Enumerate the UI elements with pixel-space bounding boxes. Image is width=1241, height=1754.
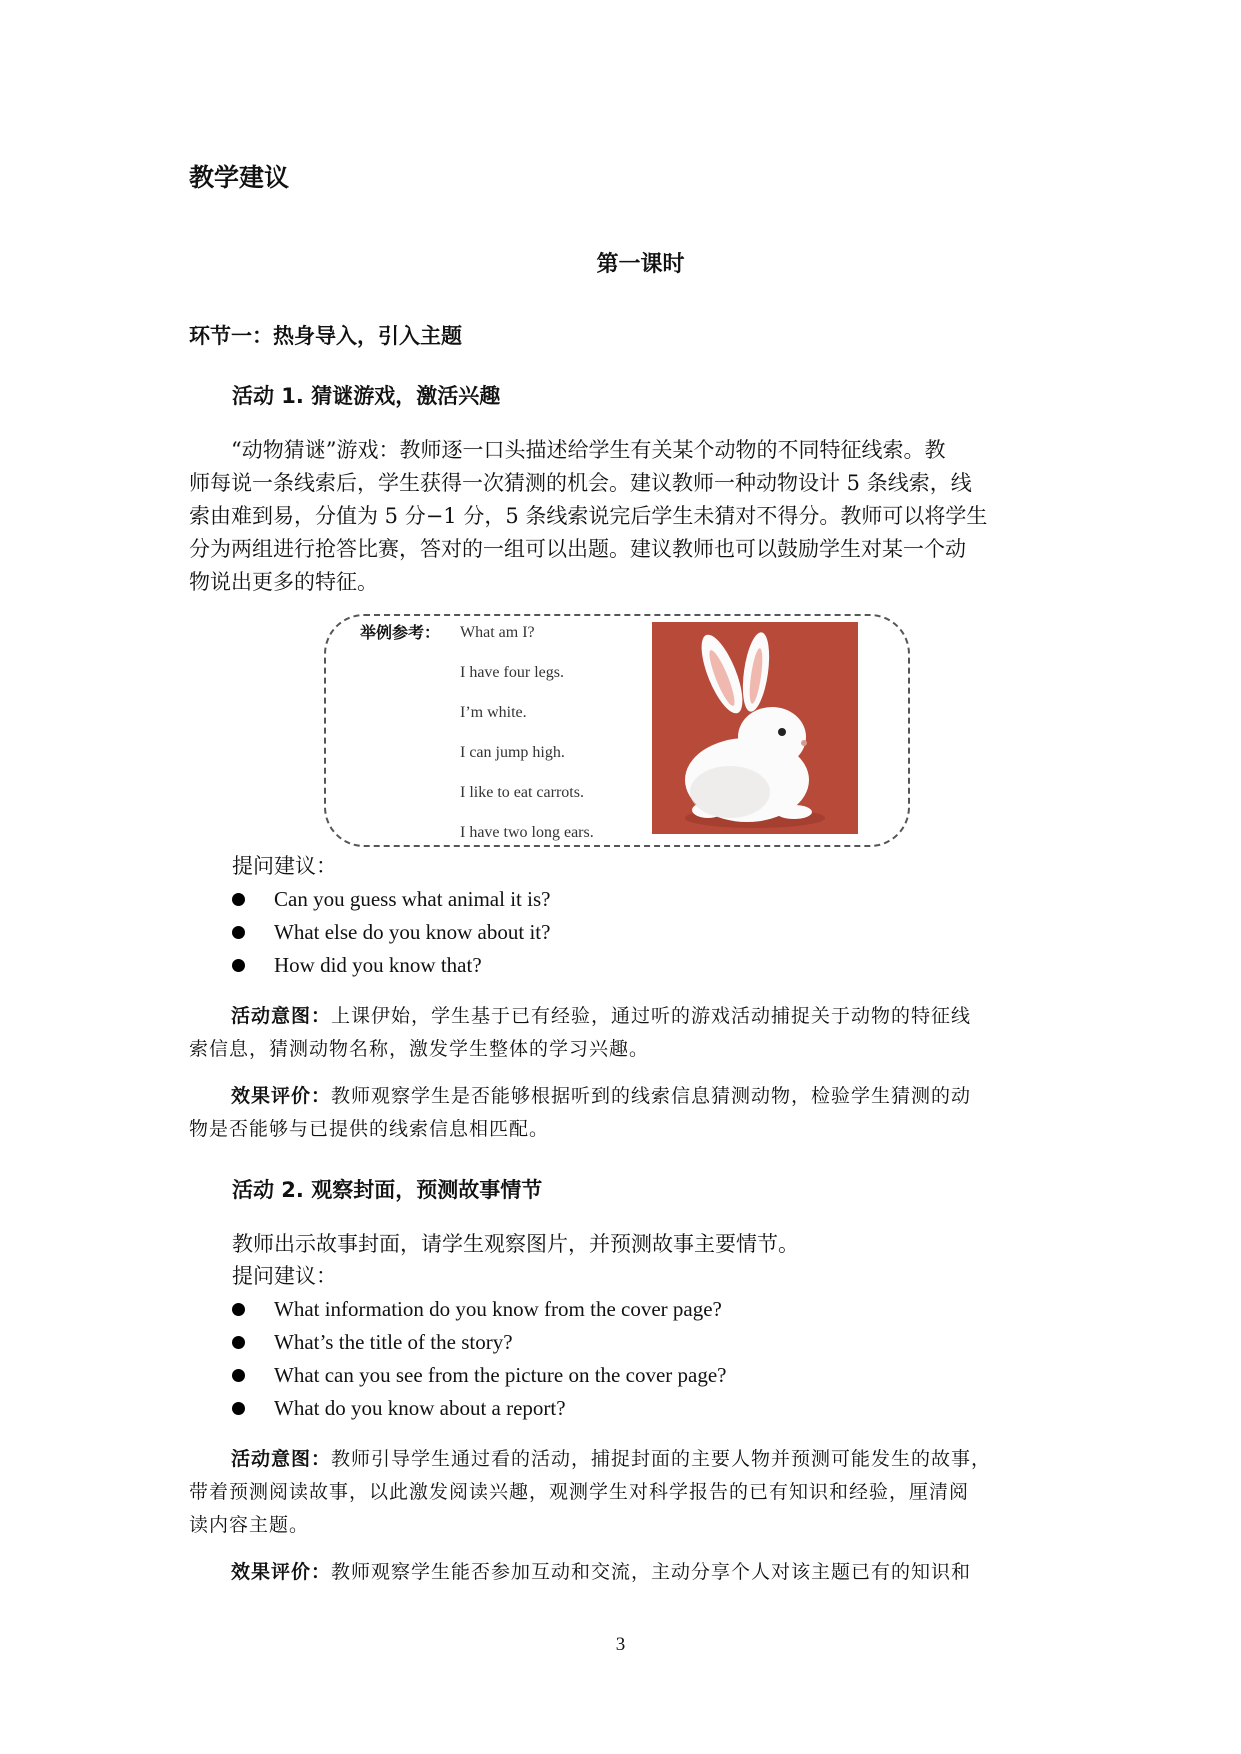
intent-label: 活动意图： — [231, 1448, 332, 1470]
activity2-intent — [189, 1443, 1057, 1542]
activity1-line: 分为两组进行抢答比赛，答对的一组可以出题。建议教师也可以鼓励学生对某一个动 — [189, 537, 966, 561]
activity1-line: “动物猜谜”游戏：教师逐一口头描述给学生有关某个动物的不同特征线索。教 — [231, 438, 946, 462]
riddle-line: What am I? — [460, 624, 535, 641]
activity1-questions — [232, 883, 550, 982]
intent-text: 读内容主题。 — [189, 1514, 310, 1536]
intent-text: 索信息，猜测动物名称，激发学生整体的学习兴趣。 — [189, 1038, 650, 1060]
activity2-intro: 教师出示故事封面，请学生观察图片，并预测故事主要情节。 — [232, 1232, 799, 1256]
activity1-line: 索由难到易，分值为 5 分−1 分，5 条线索说完后学生未猜对不得分。教师可以将学生 — [189, 504, 988, 528]
list-item: What’s the title of the story? — [232, 1326, 726, 1359]
activity1-line: 师每说一条线索后，学生获得一次猜测的机会。建议教师一种动物设计 5 条线索，线 — [189, 471, 972, 495]
activity1-intent — [189, 1000, 1057, 1066]
riddle-line: I have four legs. — [460, 664, 564, 681]
riddle-line: I like to eat carrots. — [460, 784, 584, 801]
eval-text: 教师观察学生是否能够根据听到的线索信息猜测动物，检验学生猜测的动 — [331, 1085, 972, 1107]
riddle-line: I can jump high. — [460, 744, 565, 761]
list-item: What information do you know from the cover page? — [232, 1293, 726, 1326]
list-item: What else do you know about it? — [232, 916, 550, 949]
eval-text: 物是否能够与已提供的线索信息相匹配。 — [189, 1118, 550, 1140]
eval-label: 效果评价： — [231, 1085, 332, 1107]
page-number: 3 — [615, 1634, 626, 1655]
list-item: What do you know about a report? — [232, 1392, 726, 1425]
rabbit-image — [652, 622, 858, 834]
activity1-line: 物说出更多的特征。 — [189, 570, 378, 594]
activity2-evaluation — [189, 1556, 1057, 1589]
example-riddle — [460, 618, 594, 858]
activity2-questions — [232, 1293, 726, 1425]
activity2-title: 活动 2. 观察封面，预测故事情节 — [232, 1178, 543, 1202]
questions-label: 提问建议： — [232, 854, 337, 878]
activity1-description — [189, 434, 1057, 599]
riddle-line: I’m white. — [460, 704, 527, 721]
lesson-title: 第一课时 — [596, 252, 685, 277]
intent-text: 带着预测阅读故事，以此激发阅读兴趣，观测学生对科学报告的已有知识和经验，厘清阅 — [189, 1481, 970, 1503]
activity1-title: 活动 1. 猜谜游戏，激活兴趣 — [232, 384, 501, 408]
list-item: How did you know that? — [232, 949, 550, 982]
activity1-evaluation — [189, 1080, 1057, 1146]
eval-text: 教师观察学生能否参加互动和交流，主动分享个人对该主题已有的知识和 — [331, 1561, 972, 1583]
intent-text: 上课伊始，学生基于已有经验，通过听的游戏活动捕捉关于动物的特征线 — [331, 1005, 972, 1027]
riddle-line: I have two long ears. — [460, 824, 594, 841]
intent-text: 教师引导学生通过看的活动，捕捉封面的主要人物并预测可能发生的故事， — [331, 1448, 992, 1470]
example-label: 举例参考： — [360, 623, 441, 642]
intent-label: 活动意图： — [231, 1005, 332, 1027]
page-heading: 教学建议 — [189, 163, 290, 192]
section-title: 环节一：热身导入，引入主题 — [189, 324, 462, 348]
list-item: What can you see from the picture on the cover page? — [232, 1359, 726, 1392]
questions-label: 提问建议： — [232, 1264, 337, 1288]
eval-label: 效果评价： — [231, 1561, 332, 1583]
list-item: Can you guess what animal it is? — [232, 883, 550, 916]
